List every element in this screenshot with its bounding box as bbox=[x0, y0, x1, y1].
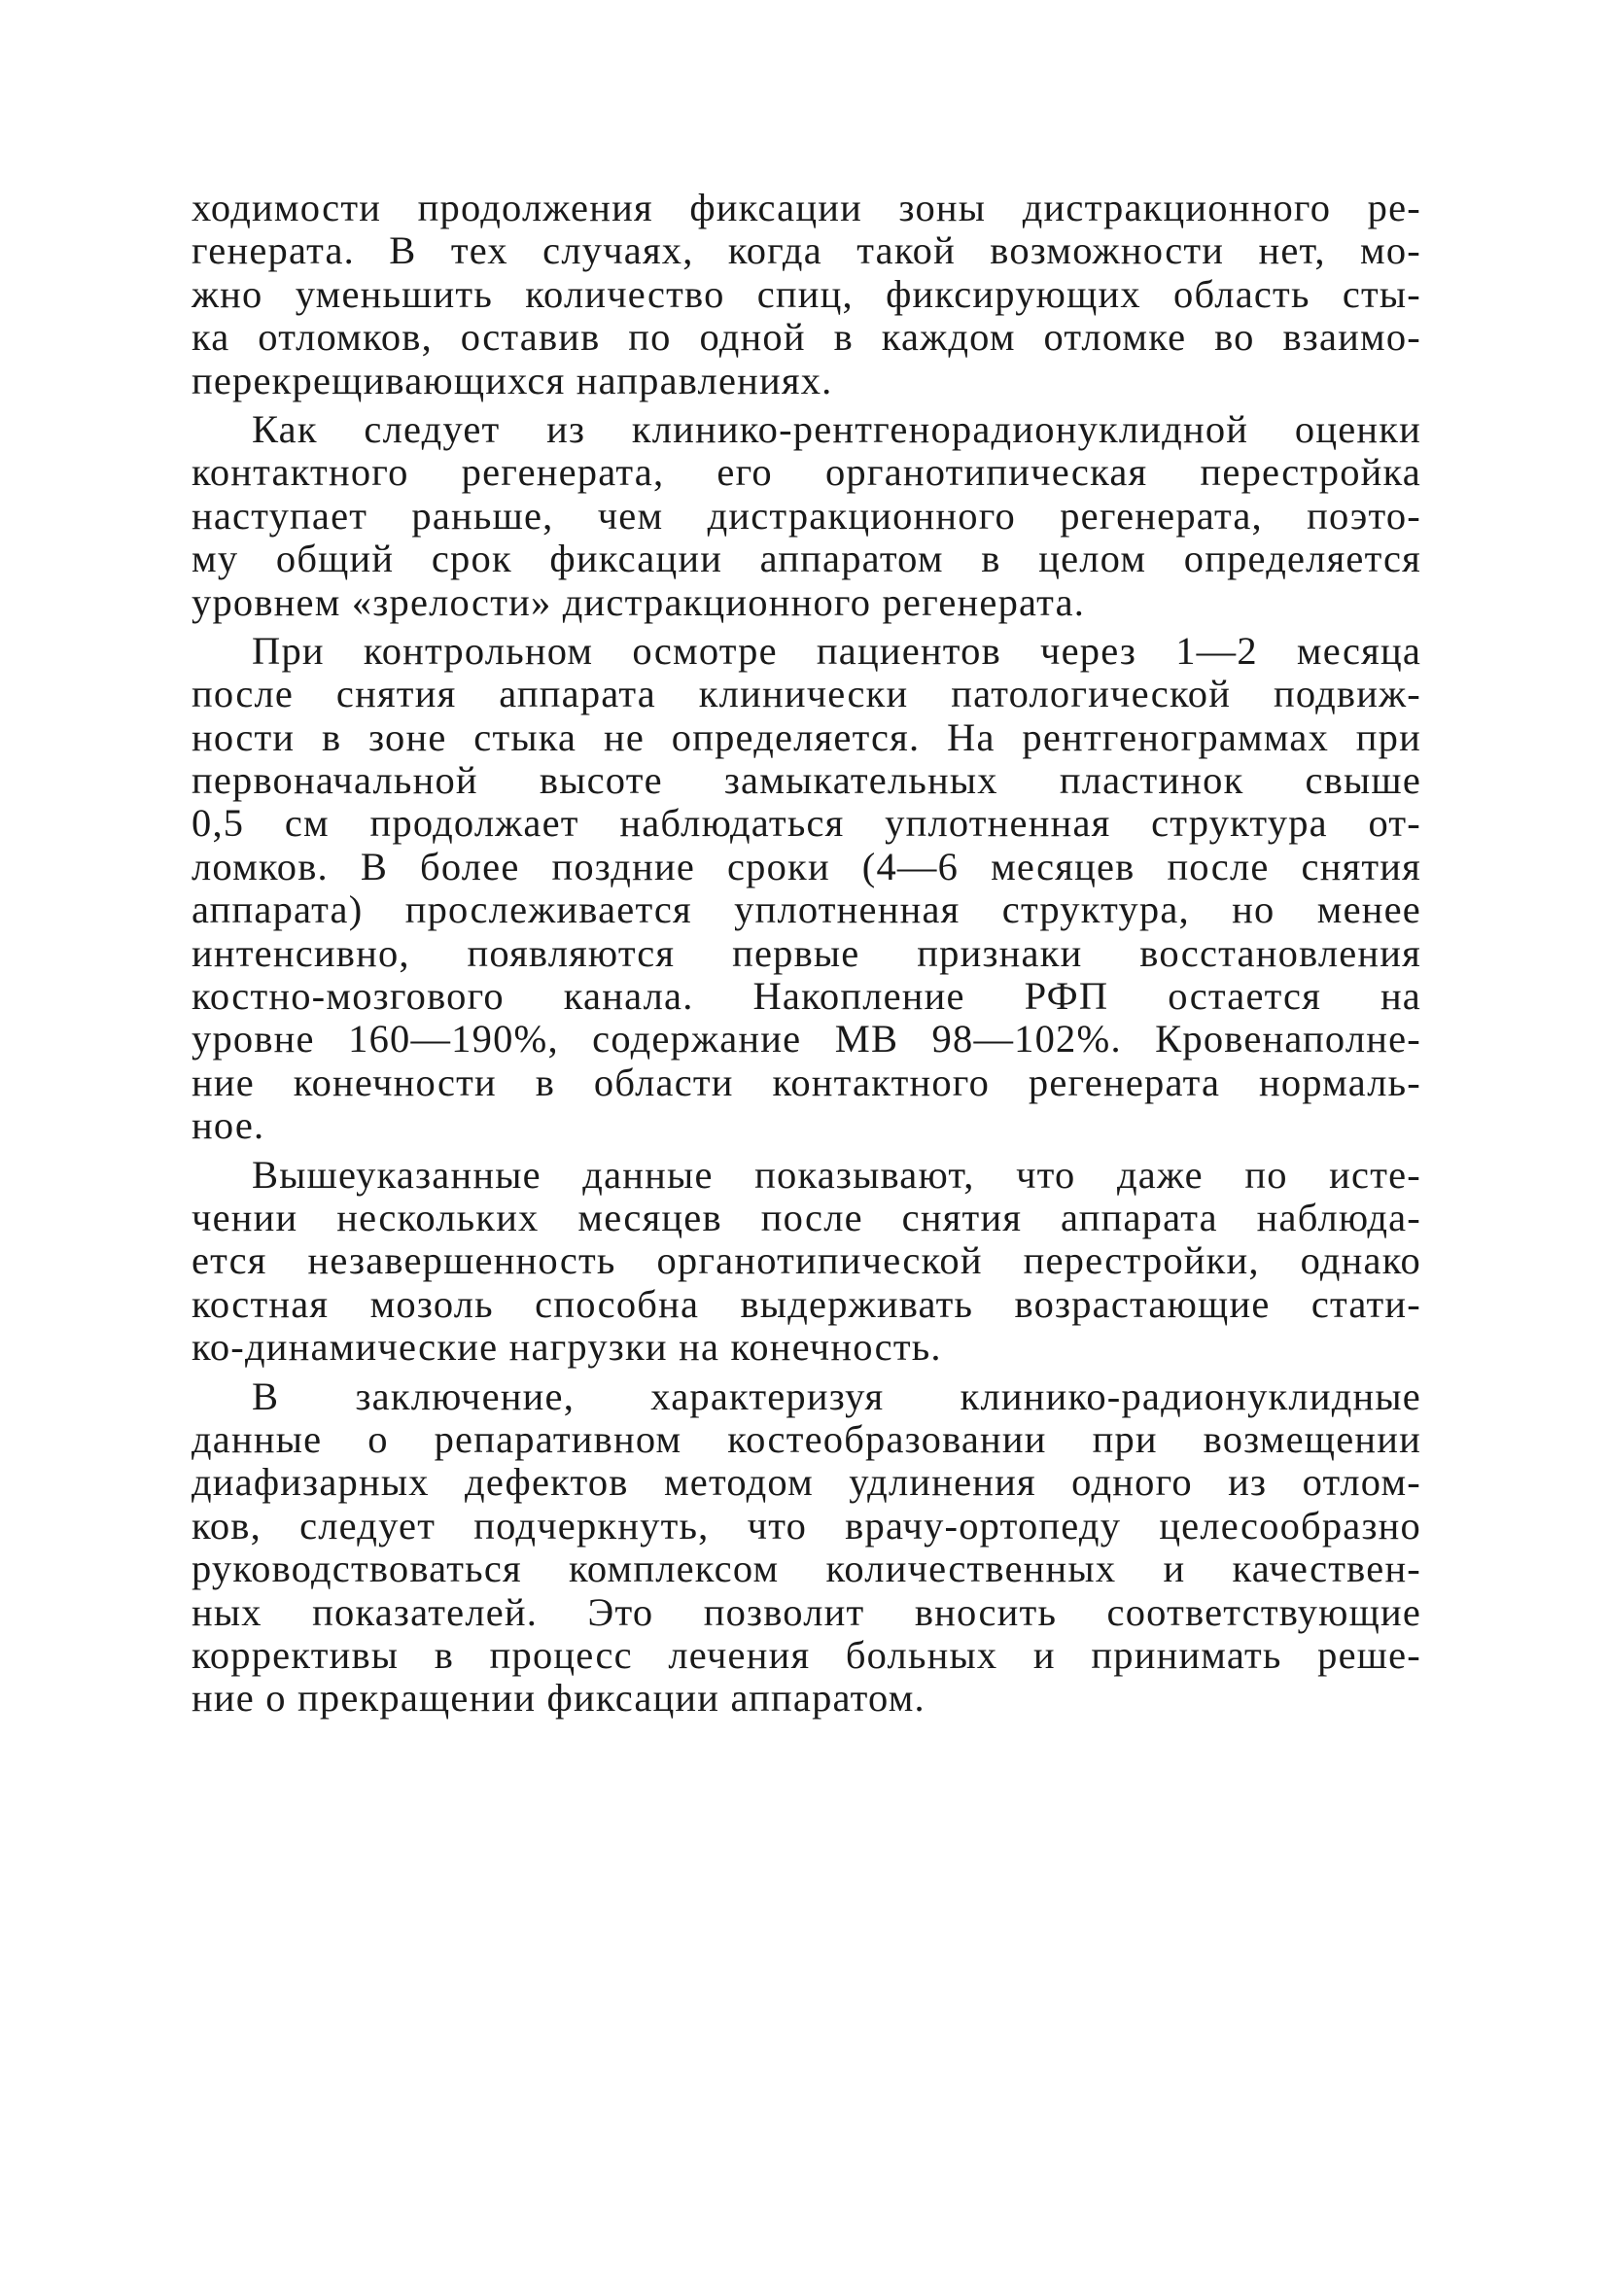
paragraph-4 bbox=[192, 1154, 1421, 1370]
text-line: ние конечности в области контактного регенерата нормаль- bbox=[192, 1060, 1421, 1104]
text-line: ко-динамические нагрузки на конечность. bbox=[192, 1325, 942, 1370]
text-line: чении нескольких месяцев после снятия аппарата наблюда- bbox=[192, 1195, 1421, 1239]
text-line: му общий срок фиксации аппаратом в целом определяется bbox=[192, 537, 1421, 581]
text-line: ходимости продолжения фиксации зоны дистракционного ре- bbox=[192, 186, 1421, 229]
text-line: первоначальной высоте замыкательных пластинок свыше bbox=[192, 758, 1421, 803]
text-line: руководствоваться комплексом количественных и качествен- bbox=[192, 1547, 1421, 1591]
text-line: ется незавершенность органотипической перестройки, однако bbox=[192, 1238, 1421, 1283]
text-line: диафизарных дефектов методом удлинения одного из отлом- bbox=[192, 1460, 1421, 1505]
text-line: ков, следует подчеркнуть, что врачу-ортопеду целесообразно bbox=[192, 1503, 1421, 1548]
paragraph-5 bbox=[192, 1375, 1421, 1721]
text-line: ности в зоне стыка не определяется. На рентгенограммах при bbox=[192, 714, 1421, 759]
text-line: жно уменьшить количество спиц, фиксирующих область сты- bbox=[192, 271, 1421, 316]
text-line: перекрещивающихся направлениях. bbox=[192, 358, 833, 402]
text-line: В заключение, характеризуя клинико-радионуклидные bbox=[252, 1374, 1421, 1418]
paragraph-3 bbox=[192, 630, 1421, 1148]
text-line: уровнем «зрелости» дистракционного регенерата. bbox=[192, 579, 1086, 624]
text-line: после снятия аппарата клинически патологической подвиж- bbox=[192, 672, 1421, 716]
text-line: контактного регенерата, его органотипическая перестройка bbox=[192, 450, 1421, 495]
text-line: ка отломков, оставив по одной в каждом отломке во взаимо- bbox=[192, 315, 1421, 360]
paragraph-2 bbox=[192, 408, 1421, 624]
text-line: аппарата) прослеживается уплотненная структура, но менее bbox=[192, 887, 1421, 932]
text-line: генерата. В тех случаях, когда такой возможности нет, мо- bbox=[192, 228, 1421, 273]
text-line: костно-мозгового канала. Накопление РФП остается на bbox=[192, 974, 1421, 1019]
text-line: ных показателей. Это позволит вносить соответствующие bbox=[192, 1589, 1421, 1634]
text-line: ное. bbox=[192, 1103, 265, 1148]
text-line: Как следует из клинико-рентгенорадионуклидной оценки bbox=[252, 406, 1421, 451]
body-text bbox=[192, 187, 1421, 1721]
text-line: Вышеуказанные данные показывают, что даже по исте- bbox=[252, 1152, 1421, 1197]
text-line: коррективы в процесс лечения больных и принимать реше- bbox=[192, 1632, 1421, 1677]
text-line: 0,5 см продолжает наблюдаться уплотненная структура от- bbox=[192, 801, 1421, 846]
text-line: ломков. В более поздние сроки (4—6 месяцев после снятия bbox=[192, 844, 1421, 888]
text-line: уровне 160—190%, содержание МВ 98—102%. Кровенаполне- bbox=[192, 1017, 1421, 1061]
paragraph-1 bbox=[192, 187, 1421, 402]
text-line: При контрольном осмотре пациентов через 1—2 месяца bbox=[252, 628, 1421, 673]
text-line: наступает раньше, чем дистракционного регенерата, поэто- bbox=[192, 493, 1421, 538]
text-line: костная мозоль способна выдерживать возрастающие стати- bbox=[192, 1281, 1421, 1326]
text-line: ние о прекращении фиксации аппаратом. bbox=[192, 1676, 926, 1721]
text-line: данные о репаративном костеобразовании при возмещении bbox=[192, 1416, 1421, 1461]
text-line: интенсивно, появляются первые признаки восстановления bbox=[192, 930, 1421, 975]
